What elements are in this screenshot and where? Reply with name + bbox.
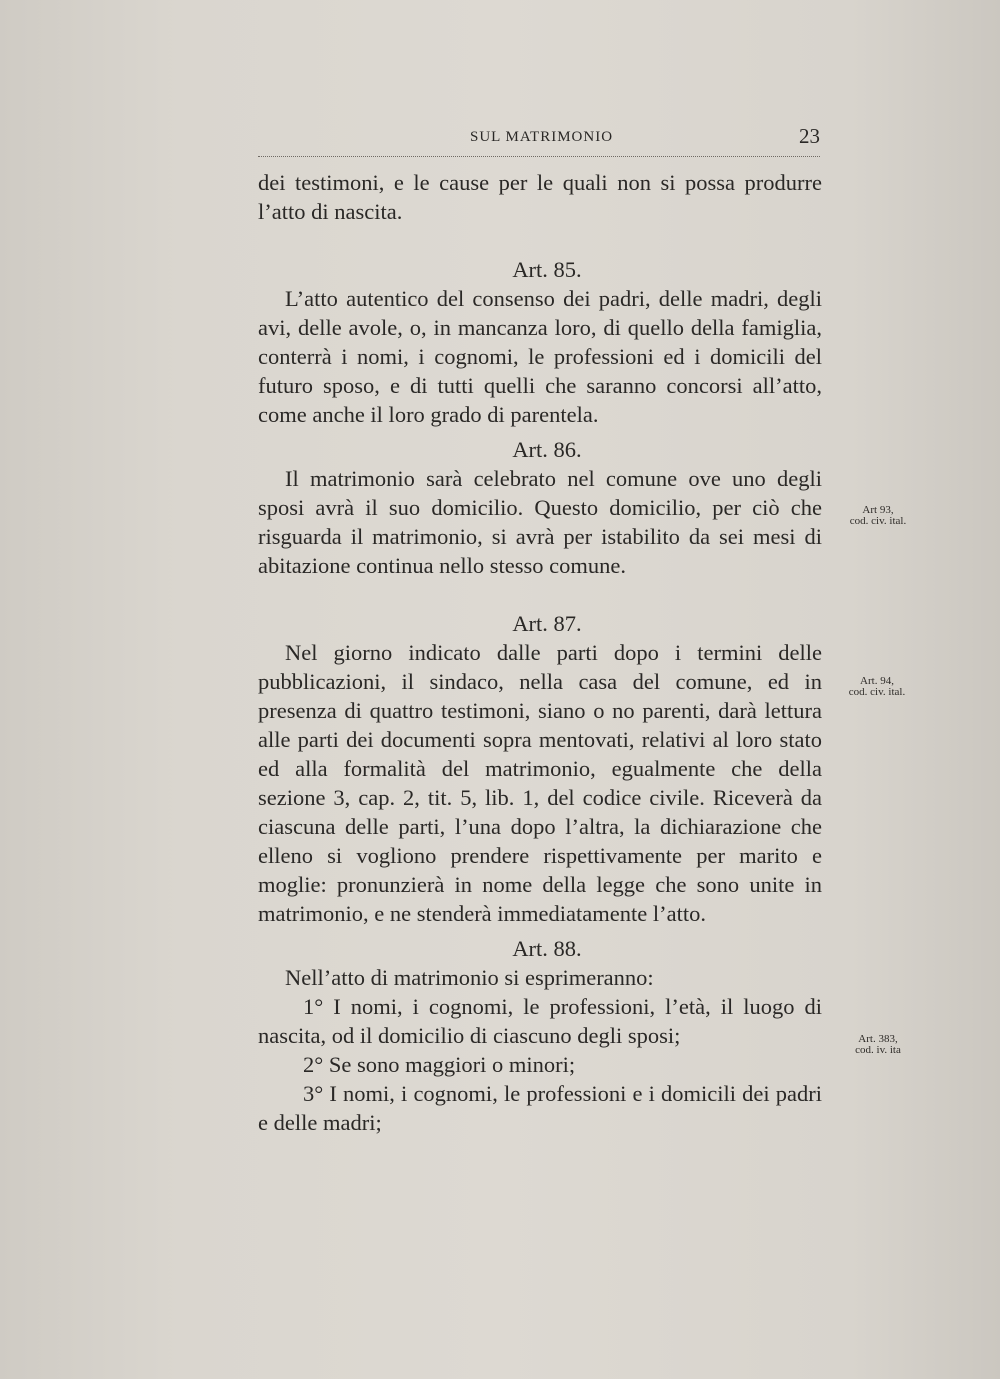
- list-item: 3° I nomi, i cognomi, le professioni e i domicili dei padri e delle madri;: [258, 1081, 822, 1135]
- article-87-heading: Art. 87.: [512, 611, 582, 636]
- margin-note-line: Art. 94,: [860, 675, 894, 687]
- list-item: 1° I nomi, i cognomi, le professioni, l’età, il luogo di nascita, od il domicilio di ciascuno degli sposi;: [258, 994, 822, 1048]
- article-86-heading: Art. 86.: [512, 437, 582, 462]
- article-86-text: Il matrimonio sarà celebrato nel comune ove uno degli sposi avrà il suo domicilio. Questo domicilio, per ciò che risguarda il matrimonio, si avrà per istabilito da sei mesi di abitazione continua nello stesso comune.: [258, 466, 822, 578]
- article-85-text: L’atto autentico del consenso dei padri, delle madri, degli avi, delle avole, o, in mancanza loro, di quello della famiglia, conterrà i nomi, i cognomi, le professioni ed i domicili del futuro sposo, e di tutti quelli che saranno concorsi all’atto, come anche il loro grado di parentela.: [258, 286, 822, 427]
- article-88-text: Nell’atto di matrimonio si esprimeranno:: [285, 965, 654, 990]
- margin-note-line: Art. 383,: [858, 1033, 898, 1045]
- margin-note-line: cod. civ. ital.: [849, 515, 907, 527]
- margin-note-art-88: [828, 1034, 928, 1056]
- margin-note-line: Art 93,: [862, 504, 894, 516]
- page-number: 23: [799, 124, 820, 148]
- article-87-text: Nel giorno indicato dalle parti dopo i termini delle pubblicazioni, il sindaco, nella casa del comune, ed in presenza di quattro testimoni, siano o no parenti, darà lettura alle parti dei documenti sopra mentovati, relativi al loro stato ed alla formalità del matrimonio, egualmente che della sezione 3, cap. 2, tit. 5, lib. 1, del codice civile. Riceverà da ciascuna delle parti, l’una dopo l’altra, la dichiarazione che elleno si vogliono prendere rispettivamente per marito e moglie: pronunzierà in nome della legge che sono unite in matrimonio, e ne stenderà immediatamente l’atto.: [258, 640, 822, 926]
- body-text: [258, 168, 822, 1137]
- intro-paragraph: dei testimoni, e le cause per le quali non si possa produrre l’atto di nascita.: [258, 170, 822, 224]
- running-title: SUL MATRIMONIO: [470, 129, 614, 145]
- page-header: [258, 124, 820, 154]
- article-88-heading: Art. 88.: [512, 936, 582, 961]
- margin-note-line: cod. iv. ita: [855, 1044, 901, 1056]
- margin-note-art-87: [827, 676, 927, 698]
- article-85-heading: Art. 85.: [512, 257, 582, 282]
- margin-note-art-86: [828, 505, 928, 527]
- list-item: 2° Se sono maggiori o minori;: [303, 1052, 576, 1077]
- margin-note-line: cod. civ. ital.: [848, 686, 906, 698]
- header-rule: [258, 156, 820, 157]
